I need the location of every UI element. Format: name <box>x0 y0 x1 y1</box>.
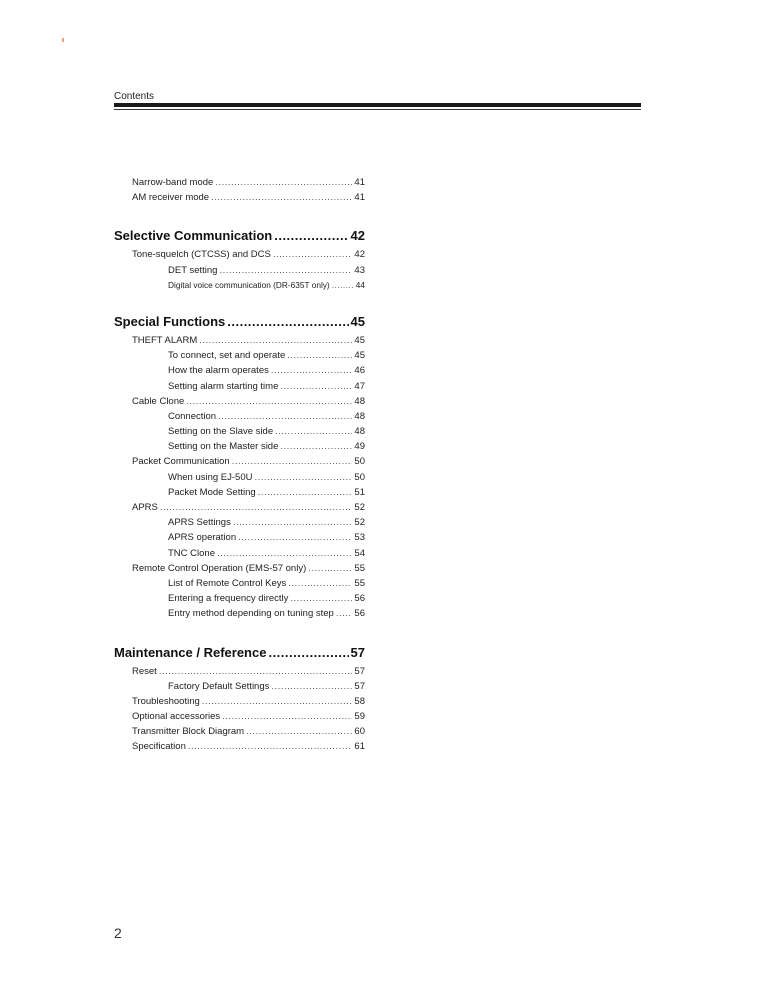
toc-entry-page: 48 <box>354 426 365 438</box>
toc-subentry[interactable] <box>114 424 365 439</box>
toc-entry[interactable] <box>114 561 365 576</box>
toc-entry-label: When using EJ-50U <box>168 471 253 483</box>
toc-entry-label: Packet Communication <box>132 456 230 468</box>
toc-entry-label: Setting on the Slave side <box>168 426 274 438</box>
toc-entry-page: 52 <box>354 517 365 529</box>
toc-entry-page: 45 <box>354 334 365 346</box>
leader-dots <box>336 606 353 621</box>
leader-dots <box>280 439 352 454</box>
section-page: 57 <box>350 644 365 660</box>
leader-dots <box>288 576 352 591</box>
toc-entry[interactable] <box>114 664 365 679</box>
leader-dots <box>227 311 348 333</box>
toc-entry-page: 46 <box>354 365 365 377</box>
toc-section-heading[interactable] <box>114 642 365 664</box>
toc-entry-page: 43 <box>354 264 365 276</box>
toc-entry-label: Tone-squelch (CTCSS) and DCS <box>132 249 271 261</box>
leader-dots <box>188 739 353 754</box>
toc-entry-page: 55 <box>354 577 365 589</box>
leader-dots <box>199 333 352 348</box>
toc-entry-page: 51 <box>354 486 365 498</box>
toc-entry-label: Connection <box>168 410 217 422</box>
toc-entry-page: 58 <box>354 695 365 707</box>
toc-entry-label: Optional accessories <box>132 711 221 723</box>
toc-entry[interactable] <box>114 394 365 409</box>
leader-dots <box>280 379 352 394</box>
toc-entry-label: Entering a frequency directly <box>168 593 289 605</box>
toc-entry-label: Setting alarm starting time <box>168 380 279 392</box>
toc-entry-label: APRS operation <box>168 532 237 544</box>
toc-entry-page: 41 <box>354 192 365 204</box>
toc-section-heading[interactable] <box>114 311 365 333</box>
leader-dots <box>246 724 352 739</box>
toc-entry[interactable] <box>114 454 365 469</box>
toc-entry-label: Transmitter Block Diagram <box>132 726 245 738</box>
table-of-contents <box>114 175 365 755</box>
section-title: Special Functions <box>114 313 226 329</box>
toc-entry-label: Setting on the Master side <box>168 441 279 453</box>
toc-entry-page: 55 <box>354 562 365 574</box>
leader-dots <box>258 485 353 500</box>
toc-entry-page: 61 <box>354 741 365 753</box>
toc-entry-page: 50 <box>354 456 365 468</box>
toc-entry[interactable] <box>114 247 365 262</box>
page-number: 2 <box>114 925 122 941</box>
leader-dots <box>273 247 353 262</box>
toc-entry-label: Narrow-band mode <box>132 177 214 188</box>
toc-entry-page: 47 <box>354 380 365 392</box>
toc-entry-page: 60 <box>354 726 365 738</box>
leader-dots <box>219 263 352 278</box>
leader-dots <box>233 515 353 530</box>
section-page: 42 <box>350 228 365 244</box>
toc-entry-label: List of Remote Control Keys <box>168 577 287 589</box>
leader-dots <box>271 679 352 694</box>
toc-entry-page: 45 <box>354 350 365 362</box>
toc-entry-label: Entry method depending on tuning step <box>168 608 334 620</box>
leader-dots <box>290 591 352 606</box>
leader-dots <box>211 190 352 205</box>
toc-entry[interactable] <box>114 175 365 190</box>
leader-dots <box>268 642 348 664</box>
toc-subentry[interactable] <box>114 470 365 485</box>
toc-entry-label: TNC Clone <box>168 547 215 559</box>
leader-dots <box>238 530 352 545</box>
toc-entry-label: Reset <box>132 665 157 677</box>
page-header-title: Contents <box>114 91 155 102</box>
header-rule-thin <box>114 109 641 110</box>
toc-entry-label: Specification <box>132 741 186 753</box>
toc-subentry[interactable] <box>114 515 365 530</box>
toc-entry-page: 57 <box>354 665 365 677</box>
toc-entry-page: 44 <box>355 279 365 290</box>
toc-subentry[interactable] <box>114 348 365 363</box>
toc-entry-page: 50 <box>354 471 365 483</box>
toc-entry-page: 56 <box>354 593 365 605</box>
toc-entry[interactable] <box>114 333 365 348</box>
toc-entry-label: Packet Mode Setting <box>168 486 256 498</box>
toc-entry[interactable] <box>114 500 365 515</box>
toc-entry-label: THEFT ALARM <box>132 334 198 346</box>
toc-entry-page: 41 <box>354 177 365 188</box>
leader-dots <box>159 664 353 679</box>
leader-dots <box>218 409 352 424</box>
toc-subentry[interactable] <box>114 278 365 293</box>
section-title: Maintenance / Reference <box>114 644 267 660</box>
leader-dots <box>222 709 352 724</box>
toc-subentry[interactable] <box>114 439 365 454</box>
leader-dots <box>271 363 353 378</box>
toc-entry[interactable] <box>114 739 365 754</box>
toc-entry-page: 56 <box>354 608 365 620</box>
leader-dots <box>332 278 354 293</box>
toc-subentry[interactable] <box>114 379 365 394</box>
toc-entry-page: 54 <box>354 547 365 559</box>
toc-subentry[interactable] <box>114 485 365 500</box>
toc-entry-label: APRS Settings <box>168 517 231 529</box>
toc-subentry[interactable] <box>114 409 365 424</box>
toc-entry-page: 49 <box>354 441 365 453</box>
leader-dots <box>215 175 352 190</box>
leader-dots <box>160 500 353 515</box>
toc-entry-label: DET setting <box>168 264 218 276</box>
leader-dots <box>232 454 353 469</box>
toc-entry-label: AM receiver mode <box>132 192 210 204</box>
toc-entry-label: Cable Clone <box>132 395 185 407</box>
section-title: Selective Communication <box>114 228 273 244</box>
toc-entry-page: 48 <box>354 410 365 422</box>
toc-entry-label: Digital voice communication (DR-635T only) <box>168 279 330 290</box>
leader-dots <box>202 694 353 709</box>
toc-entry[interactable] <box>114 190 365 205</box>
toc-subentry[interactable] <box>114 263 365 278</box>
corner-mark <box>62 38 64 42</box>
toc-subentry[interactable] <box>114 530 365 545</box>
toc-entry-page: 57 <box>354 680 365 692</box>
leader-dots <box>275 424 352 439</box>
toc-entry-label: Remote Control Operation (EMS-57 only) <box>132 562 307 574</box>
toc-entry-label: Troubleshooting <box>132 695 200 707</box>
toc-entry-page: 59 <box>354 711 365 723</box>
toc-entry[interactable] <box>114 709 365 724</box>
leader-dots <box>217 546 352 561</box>
toc-entry-label: How the alarm operates <box>168 365 269 377</box>
toc-subentry[interactable] <box>114 679 365 694</box>
leader-dots <box>308 561 352 576</box>
toc-entry-label: APRS <box>132 502 158 513</box>
section-page: 45 <box>350 313 365 329</box>
toc-entry[interactable] <box>114 694 365 709</box>
header-rule-thick <box>114 103 641 107</box>
toc-entry-label: To connect, set and operate <box>168 350 286 362</box>
toc-entry-page: 53 <box>354 532 365 544</box>
toc-subentry[interactable] <box>114 363 365 378</box>
leader-dots <box>274 225 348 247</box>
toc-entry-page: 48 <box>354 395 365 407</box>
toc-subentry[interactable] <box>114 546 365 561</box>
leader-dots <box>186 394 352 409</box>
toc-entry-label: Factory Default Settings <box>168 680 270 692</box>
toc-entry-page: 42 <box>354 249 365 261</box>
leader-dots <box>287 348 352 363</box>
toc-entry[interactable] <box>114 724 365 739</box>
toc-subentry[interactable] <box>114 576 365 591</box>
toc-subentry[interactable] <box>114 606 365 621</box>
toc-subentry[interactable] <box>114 591 365 606</box>
toc-section-heading[interactable] <box>114 225 365 247</box>
toc-entry-page: 52 <box>354 502 365 513</box>
leader-dots <box>254 470 352 485</box>
